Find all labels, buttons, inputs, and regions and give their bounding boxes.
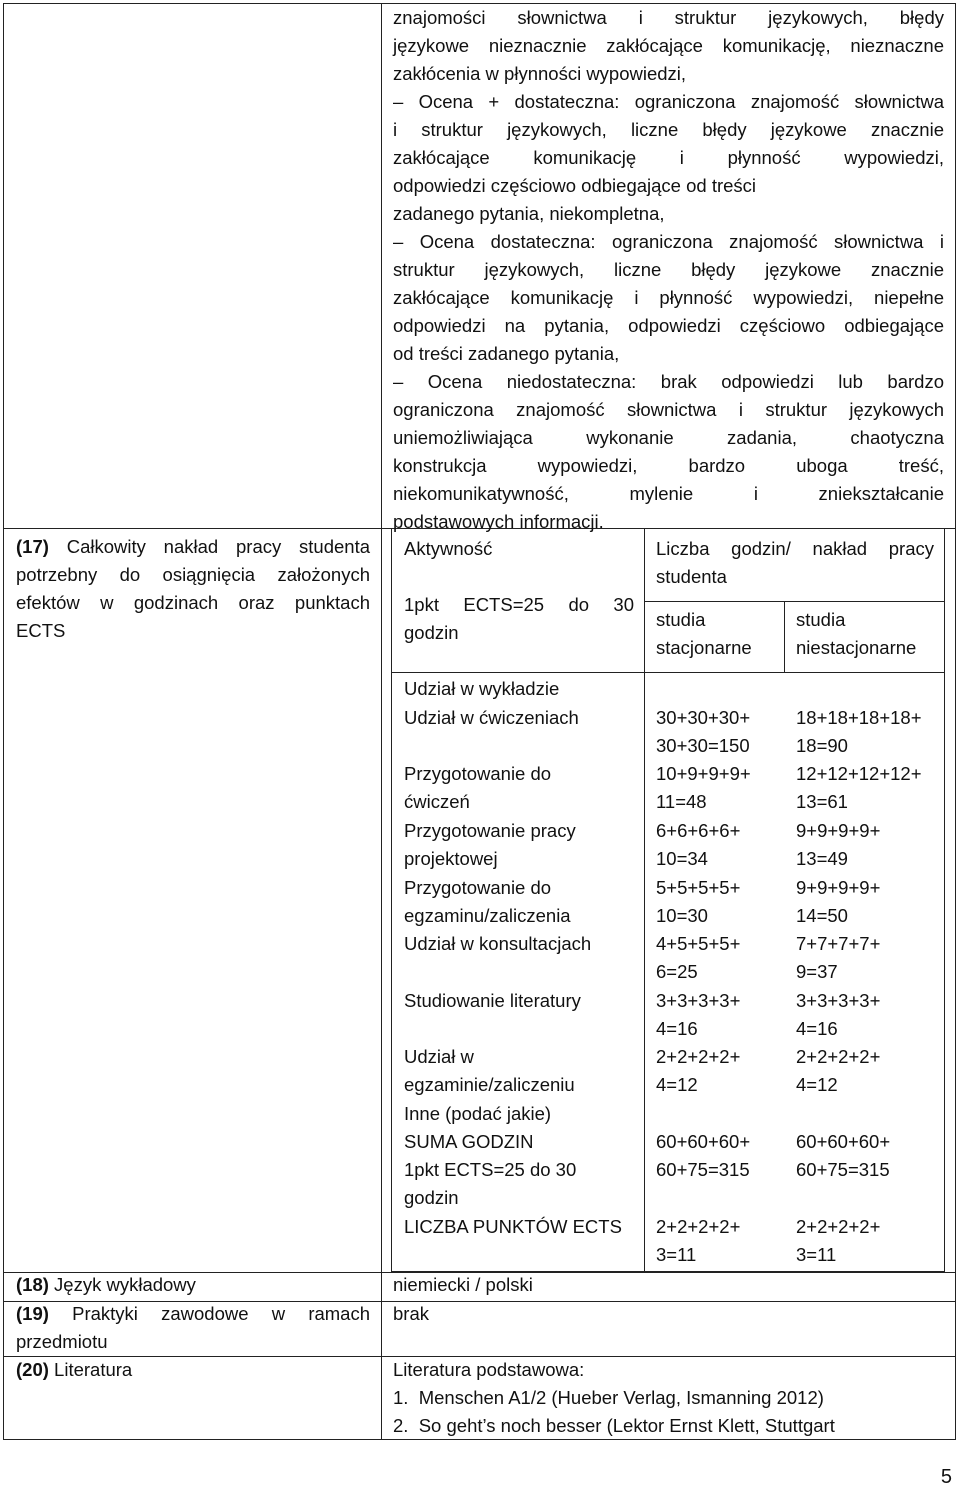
section-number: (19) (16, 1303, 49, 1324)
section-number: (18) (16, 1274, 49, 1295)
assessment-criteria (393, 4, 944, 536)
extramural-hours-cell (796, 1043, 942, 1099)
criteria-line: uniemożliwiająca wykonanie zadania, chaotyczna (393, 427, 944, 448)
stationary-hours-cell-line: 6=25 (656, 961, 698, 982)
stationary-hours-cell-line: 4+5+5+5+ (656, 933, 741, 954)
activity-header-cell (404, 535, 636, 563)
stationary-hours-cell-line: 11=48 (656, 791, 707, 812)
activity-cell (404, 1043, 640, 1099)
activity-cell (404, 760, 640, 816)
stationary-hours-cell (656, 760, 782, 816)
activity-cell-line: Udział w ćwiczeniach (404, 707, 579, 728)
extramural-hours-cell-line: 4=12 (796, 1074, 838, 1095)
section-17-line: efektów w godzinach oraz punktach (16, 592, 370, 613)
activity-cell (404, 1128, 640, 1212)
extramural-hours-cell (796, 987, 942, 1043)
extramural-hours-cell-line: 60+60+60+ (796, 1131, 891, 1152)
criteria-line: – Ocena niedostateczna: brak odpowiedzi lub bardzo (393, 371, 944, 392)
stationary-hours-cell-line: 10=30 (656, 905, 708, 926)
activity-cell (404, 675, 640, 703)
workload-table-left (391, 529, 392, 1272)
extramural-hours-cell (796, 930, 942, 986)
activity-cell-line: Przygotowanie do (404, 763, 552, 784)
section-17-label (16, 533, 370, 645)
stationary-hours-cell-line: 2+2+2+2+ (656, 1046, 741, 1067)
section-18-value: niemiecki / polski (393, 1274, 533, 1295)
stationary-hours-cell-line: 60+60+60+ (656, 1131, 751, 1152)
stationary-header: studia stacjonarne (656, 609, 752, 658)
activity-cell (404, 1100, 640, 1128)
literature-item: 1. Menschen A1/2 (Hueber Verlag, Ismanning 2012) (393, 1387, 824, 1408)
stationary-hours-cell-line: 30+30=150 (656, 735, 750, 756)
extramural-hours-cell-line: 3+3+3+3+ (796, 990, 881, 1011)
stationary-hours-cell-line: 6+6+6+6+ (656, 820, 741, 841)
extramural-hours-cell-line: 7+7+7+7+ (796, 933, 881, 954)
activity-cell-line: Udział w (404, 1046, 474, 1067)
extramural-hours-cell-line: 9+9+9+9+ (796, 820, 881, 841)
stationary-hours-cell (656, 1043, 782, 1099)
activity-cell-line: egzaminu/zaliczenia (404, 905, 571, 926)
page-number: 5 (940, 1466, 952, 1488)
stationary-hours-cell (656, 1213, 782, 1269)
activity-cell-line: egzaminie/zaliczeniu (404, 1074, 575, 1095)
extramural-hours-cell-line: 2+2+2+2+ (796, 1046, 881, 1067)
activity-cell-line: Inne (podać jakie) (404, 1103, 552, 1124)
activity-cell-line: SUMA GODZIN (404, 1131, 534, 1152)
activity-cell (404, 987, 640, 1015)
stationary-hours-cell (656, 987, 782, 1043)
extramural-hours-cell-line: 3=11 (796, 1244, 837, 1265)
criteria-line: niekomunikatywność, mylenie i zniekształcanie (393, 483, 944, 504)
stationary-hours-cell (656, 1128, 782, 1184)
table-border-right (955, 3, 956, 1440)
extramural-hours-cell-line: 4=16 (796, 1018, 838, 1039)
stationary-hours-cell (656, 817, 782, 873)
extramural-hours-cell-line: 13=61 (796, 791, 848, 812)
stationary-hours-cell-line: 60+75=315 (656, 1159, 750, 1180)
workload-subheader-line (644, 601, 945, 602)
activity-cell-line: 1pkt ECTS=25 do 30 (404, 1159, 577, 1180)
criteria-line: struktur językowych, liczne błędy językowe znacznie (393, 259, 944, 280)
ects-note: 1pkt ECTS=25 do 30 godzin (404, 594, 634, 643)
stationary-hours-cell-line: 3=11 (656, 1244, 697, 1265)
activity-header: Aktywność (404, 538, 493, 559)
stationary-hours-cell (656, 704, 782, 760)
section-19-value: brak (393, 1303, 429, 1324)
table-column-divider (381, 3, 382, 1440)
section-20-value (393, 1356, 948, 1440)
criteria-line: – Ocena + dostateczna: ograniczona znajomość słownictwa (393, 91, 944, 112)
extramural-hours-cell (796, 817, 942, 873)
extramural-hours-cell-line: 18+18+18+18+ (796, 707, 922, 728)
stationary-hours-cell-line: 30+30+30+ (656, 707, 751, 728)
stationary-hours-cell-line: 4=16 (656, 1018, 698, 1039)
extramural-hours-cell-line: 14=50 (796, 905, 848, 926)
criteria-line: od treści zadanego pytania, (393, 343, 620, 364)
extramural-hours-cell (796, 874, 942, 930)
activity-cell-line: ćwiczeń (404, 791, 470, 812)
section-17-line: Całkowity nakład pracy studenta (66, 536, 371, 557)
criteria-line: – Ocena dostateczna: ograniczona znajomość słownictwa i (393, 231, 944, 252)
activity-cell-line: Udział w konsultacjach (404, 933, 592, 954)
extramural-hours-cell-line: 13=49 (796, 848, 848, 869)
extramural-hours-cell (796, 704, 942, 760)
criteria-line: znajomości słownictwa i struktur językowych, błędy (393, 7, 944, 28)
section-18-label: (18) Język wykładowy (16, 1274, 196, 1295)
extramural-hours-cell-line: 9+9+9+9+ (796, 877, 881, 898)
extramural-hours-cell-line: 60+75=315 (796, 1159, 890, 1180)
workload-subheader-divider (784, 601, 785, 672)
activity-cell-line: Studiowanie literatury (404, 990, 581, 1011)
section-17-line: potrzebny do osiągnięcia założonych (16, 564, 370, 585)
extramural-hours-cell (796, 760, 942, 816)
criteria-line: odpowiedzi na pytania, odpowiedzi częściowo odbiegające (393, 315, 944, 336)
stationary-hours-cell (656, 874, 782, 930)
section-20-label: (20) Literatura (16, 1359, 133, 1380)
activity-cell (404, 704, 640, 732)
criteria-line: zakłócenia w płynności wypowiedzi, (393, 63, 687, 84)
activity-cell (404, 1213, 640, 1241)
criteria-line: odpowiedzi częściowo odbiegające od treści (393, 175, 757, 196)
criteria-line: ograniczona znajomość słownictwa i struktur językowych (393, 399, 944, 420)
extramural-hours-cell-line: 18=90 (796, 735, 848, 756)
criteria-line: zakłócające komunikację i płynność wypowiedzi, niepełne (393, 287, 944, 308)
extramural-hours-cell (796, 1213, 942, 1269)
extramural-hours-cell (796, 1128, 942, 1184)
criteria-line: konstrukcja wypowiedzi, bardzo uboga treść, (393, 455, 944, 476)
stationary-hours-cell-line: 2+2+2+2+ (656, 1216, 741, 1237)
literature-heading: Literatura podstawowa: (393, 1359, 585, 1380)
criteria-line: zakłócające komunikację i płynność wypowiedzi, (393, 147, 944, 168)
workload-header-bottom (391, 672, 945, 673)
activity-cell (404, 874, 640, 930)
activity-cell (404, 930, 640, 958)
section-number: (20) (16, 1359, 49, 1380)
criteria-line: podstawowych informacji. (393, 511, 604, 532)
stationary-hours-cell-line: 10+9+9+9+ (656, 763, 751, 784)
stationary-hours-cell-line: 4=12 (656, 1074, 698, 1095)
activity-cell (404, 817, 640, 873)
literature-item: 2. So geht’s noch besser (Lektor Ernst Klett, Stuttgart (393, 1415, 835, 1436)
activity-cell-line: projektowej (404, 848, 498, 869)
extramural-hours-cell-line: 9=37 (796, 961, 838, 982)
extramural-hours-cell-line: 12+12+12+12+ (796, 763, 922, 784)
extramural-hours-cell-line: 2+2+2+2+ (796, 1216, 881, 1237)
stationary-hours-cell (656, 930, 782, 986)
activity-cell-line: Przygotowanie pracy (404, 820, 576, 841)
section-19-label: (19) Praktyki zawodowe w ramach przedmiotu (16, 1303, 371, 1352)
section-17-line: ECTS (16, 620, 66, 641)
table-border-left (3, 3, 4, 1440)
stationary-hours-cell-line: 10=34 (656, 848, 708, 869)
criteria-line: zadanego pytania, niekompletna, (393, 203, 665, 224)
section-number: (17) (16, 536, 49, 557)
hours-header: Liczba godzin/ nakład pracy studenta (656, 538, 934, 587)
criteria-line: językowe nieznacznie zakłócające komunikację, nieznaczne (393, 35, 944, 56)
activity-cell-line: Udział w wykładzie (404, 678, 560, 699)
criteria-line: i struktur językowych, liczne błędy językowe znacznie (393, 119, 944, 140)
stationary-hours-cell-line: 3+3+3+3+ (656, 990, 741, 1011)
activity-cell-line: Przygotowanie do (404, 877, 552, 898)
workload-table-right (944, 529, 945, 1272)
workload-col-divider (644, 529, 645, 1272)
extramural-header: studia niestacjonarne (796, 609, 917, 658)
stationary-hours-cell-line: 5+5+5+5+ (656, 877, 741, 898)
activity-cell-line: godzin (404, 1187, 459, 1208)
activity-cell-line: LICZBA PUNKTÓW ECTS (404, 1216, 622, 1237)
